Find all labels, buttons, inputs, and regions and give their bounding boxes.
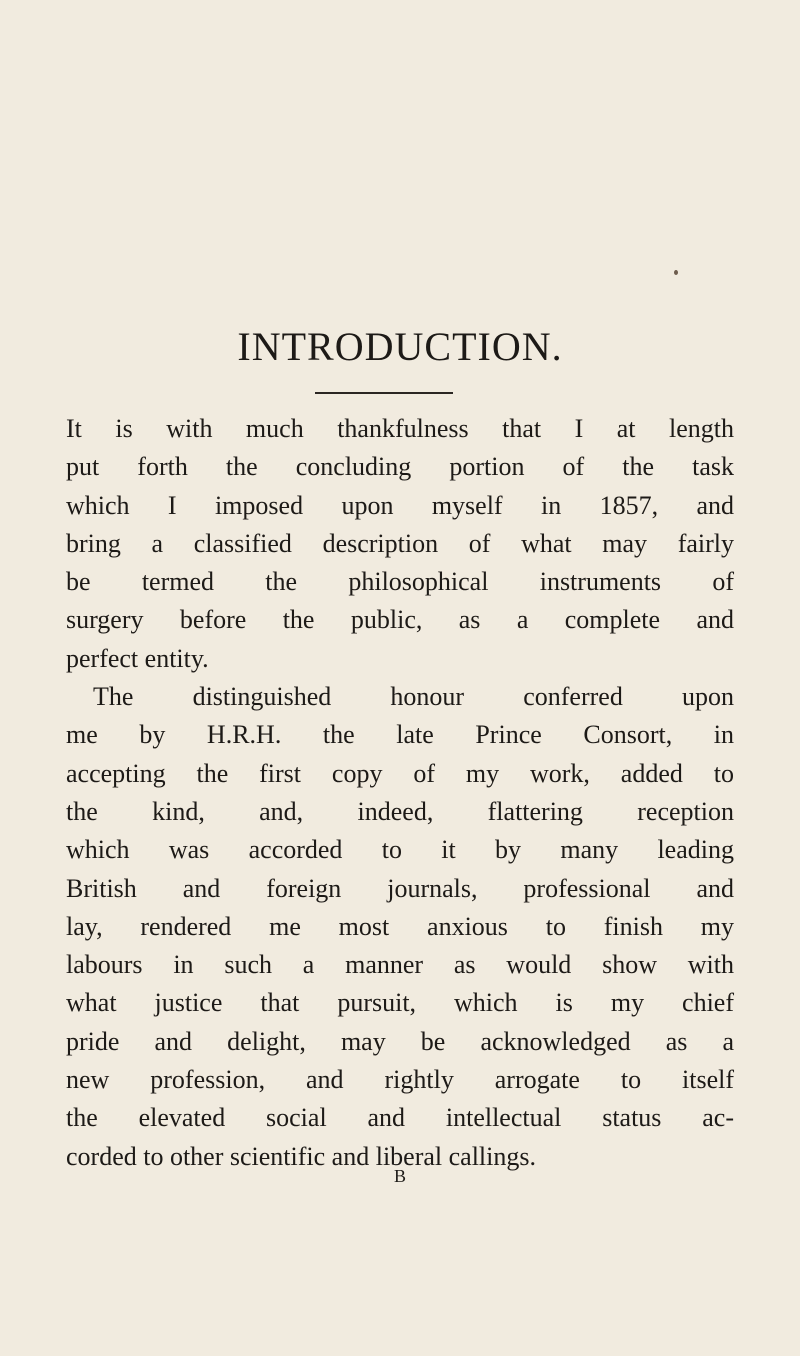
paragraph-line: the elevated social and intellectual status ac- bbox=[66, 1103, 734, 1133]
paragraph-line: perfect entity. bbox=[66, 643, 209, 673]
paragraph-line: corded to other scientific and liberal callings. bbox=[66, 1141, 536, 1171]
paragraph-line: lay, rendered me most anxious to finish my bbox=[66, 911, 734, 941]
paragraph-line: pride and delight, may be acknowledged as a bbox=[66, 1026, 734, 1056]
body-text bbox=[66, 410, 734, 1176]
signature-mark: B bbox=[393, 1166, 406, 1186]
paragraph-line: be termed the philosophical instruments of bbox=[66, 567, 734, 597]
page-title: INTRODUCTION. bbox=[237, 323, 563, 369]
paragraph-2 bbox=[66, 678, 734, 1176]
paragraph-1 bbox=[66, 410, 734, 678]
paragraph-line: what justice that pursuit, which is my chief bbox=[66, 988, 734, 1018]
paragraph-line: British and foreign journals, professional and bbox=[66, 873, 734, 903]
paragraph-line: It is with much thankfulness that I at length bbox=[66, 414, 734, 443]
title-rule bbox=[315, 392, 453, 394]
paragraph-line: surgery before the public, as a complete and bbox=[66, 605, 734, 635]
paragraph-line: new profession, and rightly arrogate to itself bbox=[66, 1065, 734, 1095]
paragraph-line: me by H.R.H. the late Prince Consort, in bbox=[66, 720, 734, 750]
paragraph-line: which was accorded to it by many leading bbox=[66, 835, 734, 865]
paragraph-line: which I imposed upon myself in 1857, and bbox=[66, 490, 734, 520]
paragraph-line: The distinguished honour conferred upon bbox=[93, 682, 734, 712]
paragraph-line: accepting the first copy of my work, added to bbox=[66, 758, 734, 788]
paragraph-line: bring a classified description of what may fairly bbox=[66, 528, 734, 558]
paragraph-line: put forth the concluding portion of the task bbox=[66, 452, 734, 482]
paragraph-line: labours in such a manner as would show with bbox=[66, 950, 734, 980]
ink-speck bbox=[674, 270, 678, 275]
paragraph-line: the kind, and, indeed, flattering reception bbox=[66, 796, 734, 826]
